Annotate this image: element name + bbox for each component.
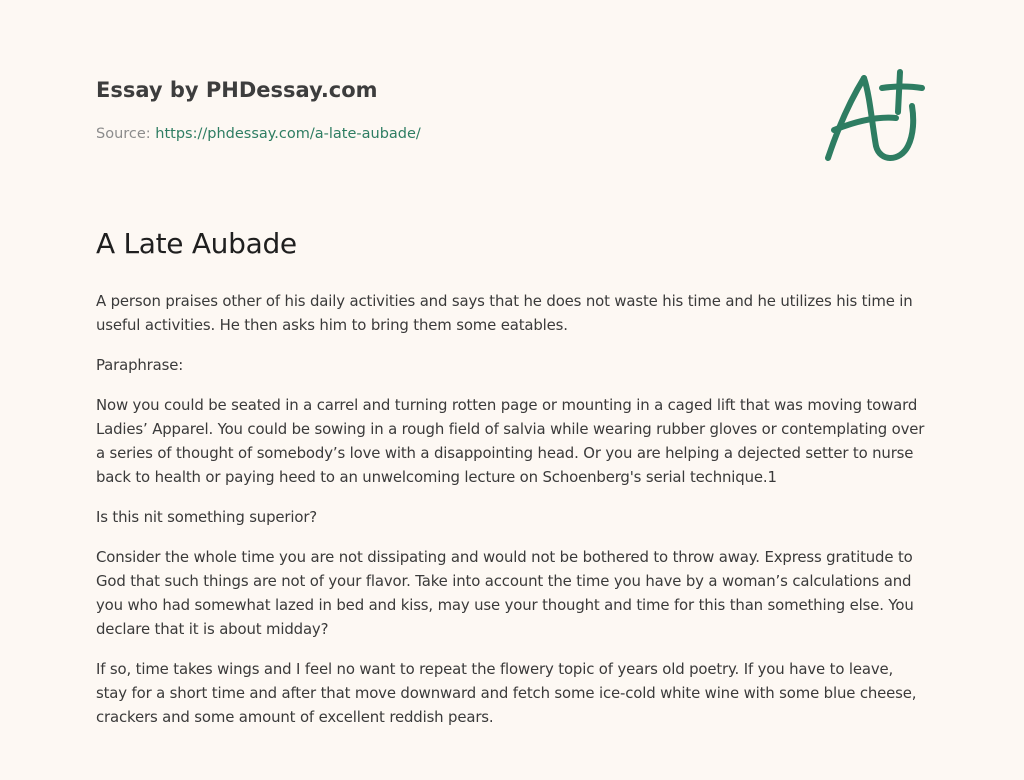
essay-paragraph: If so, time takes wings and I feel no want to repeat the flowery topic of years old poetry. If you have to leave, stay for a short time and after that move downward and fetch some ice-cold white wine with some blue cheese, crackers and some amount of excellent reddish pears.	[96, 660, 917, 726]
plus-horizontal	[882, 87, 922, 89]
source-line	[96, 124, 421, 144]
site-header	[96, 76, 378, 104]
essay-content	[96, 224, 928, 745]
essay-paragraph: A person praises other of his daily activities and says that he does not waste his time and he utilizes his time in useful activities. He then asks him to bring them some eatables.	[96, 292, 913, 334]
essay-paragraph: Consider the whole time you are not dissipating and would not be bothered to throw away. Express gratitude to God that such things are not of your flavor. Take into account the time you have by a woman’s calculations and you who had somewhat lazed in bed and kiss, may use your thought and time for this than something else. You declare that it is about midday?	[96, 548, 914, 638]
essay-paragraph: Paraphrase:	[96, 356, 184, 374]
site-title: Essay by PHDessay.com	[96, 78, 378, 102]
source-link[interactable]: https://phdessay.com/a-late-aubade/	[155, 126, 421, 142]
source-label: Source:	[96, 126, 156, 142]
a-plus-grade-icon	[818, 66, 930, 166]
plus-vertical	[898, 72, 900, 112]
essay-paragraph: Now you could be seated in a carrel and turning rotten page or mounting in a caged lift that was moving toward Ladies’ Apparel. You could be sowing in a rough field of salvia while wearing rubber gloves or contemplating over a series of thought of somebody’s love with a disappointing head. Or you are helping a dejected setter to nurse back to health or paying heed to an unwelcoming lecture on Schoenberg's serial technique.1	[96, 396, 925, 486]
essay-title: A Late Aubade	[96, 227, 297, 260]
a-left-stroke	[828, 78, 864, 158]
essay-paragraph: Is this nit something superior?	[96, 508, 318, 526]
